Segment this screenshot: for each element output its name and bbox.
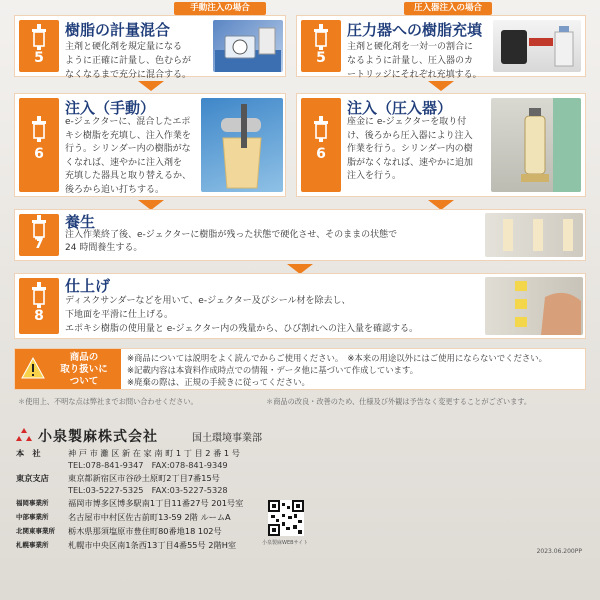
step-title: 養生 [65,213,96,231]
step-badge [19,20,59,72]
company-division: 国土環境事業部 [192,433,262,444]
step-number: 6 [34,146,44,162]
step-body: ディスクサンダーなどを用いて、e-ジェクター及びシール材を除去し、 下地面を平滑に仕上げる。 エポキシ樹脂の使用量と e-ジェクター内の残量から、ひび割れへの注入量を確認する。 [65,296,419,334]
office-label: 北関東事業所 [16,527,55,535]
manual-injection-tag: 手動注入の場合 [174,2,266,15]
office-label: 福岡事業所 [16,499,49,507]
flow-arrow [428,81,454,91]
office-label: 本 社 [16,448,41,458]
step-badge [301,98,341,192]
pressure-injection-tag: 圧入器注入の場合 [404,2,492,15]
handling-notice [14,348,586,390]
injector-icon [24,282,54,308]
step-title: 注入（圧入器） [347,99,453,117]
company-logo-icon [16,428,32,442]
step-number: 5 [34,50,44,66]
company-header [16,426,586,444]
photo-manual-mixing [201,98,283,192]
office-label: 中部事業所 [16,513,49,521]
step-badge [301,20,341,72]
qr-caption: 小泉製麻WEBサイト [262,540,309,546]
company-name: 小泉製麻株式会社 [38,429,158,445]
handling-notice-title: 商品の 取り扱いに ついて [60,352,108,387]
step-body: 注入作業終了後、e-ジェクターに樹脂が残った状態で硬化させ、そのままの状態で 24 時間養生する。 [65,230,398,253]
office-address: 栃木県那須塩原市豊住町80番地18 102号 [68,526,222,536]
office-address: 札幌市中央区南1条西13丁目4番55号 2階H室 [68,540,237,550]
photo-weighing-scale [213,20,283,72]
step-badge [19,214,59,256]
step-number: 6 [316,146,326,162]
office-address: 名古屋市中村区佐古前町13-59 2階 ルームA [68,512,231,522]
injector-icon [306,116,336,142]
step-body: 座金に e-ジェクターを取り付 け、後ろから圧入器により注入 作業を行う。シリンダー内の樹 脂がなくなれば、速やかに追加 注入を行う。 [347,117,474,181]
qr-code[interactable] [268,500,304,536]
step-card-curing [14,209,586,261]
office-address: 東京都新宿区市谷砂土原町2丁目7番15号 [68,473,220,483]
photo-finishing-wall [485,277,583,335]
step-body: e-ジェクターに、混合したエポ キシ樹脂を充填し、注入作業を 行う。シリンダー内の樹脂がな くなれば、速やかに注入剤を 充填した器具と取り替えるか、 後ろから追い打ちする。 [65,117,192,195]
disclaimer-right: ＊商品の改良・改善のため、仕様及び外観は予告なく変更することがございます。 [266,397,532,406]
step-card-manual-injection [14,93,286,197]
photo-injector-on-wall [491,98,581,192]
step-badge [19,98,59,192]
step-card-fill-cartridge [296,15,586,80]
step-badge [19,278,59,334]
flow-arrow [138,81,164,91]
document-code: 2023.06.200PP [536,548,582,555]
office-label: 東京支店 [16,473,49,483]
step-card-finishing [14,273,586,339]
disclaimer-left: ＊使用上、不明な点は弊社までお問い合わせください。 [18,397,198,406]
office-label: 札幌事業所 [16,541,49,549]
handling-notice-body: ※商品については説明をよく読んでからご使用ください。 ※本来の用途以外にはご使用にならないでください。 ※記載内容は本資料作成時点での情報・データ他に基づいて作成しています。 ※廃棄の際は、正規の手続きに従ってください。 [127,353,548,387]
step-number: 5 [316,50,326,66]
injector-icon [306,24,336,50]
office-address: 福岡市博多区博多駅南1丁目11番27号 201号室 [68,498,244,508]
step-card-pressure-injection [296,93,586,197]
handling-notice-label [15,349,121,389]
photo-curing-wall [485,213,583,257]
step-card-mix [14,15,286,80]
office-phone: TEL:078-841-9347 FAX:078-841-9349 [68,460,228,470]
step-number: 7 [34,236,44,252]
step-body: 主剤と硬化剤を規定量になる ように正確に計量し、色むらが なくなるまで充分に混合する。 [65,42,192,80]
office-phone: TEL:03-5227-5325 FAX:03-5227-5328 [68,485,228,495]
step-title: 圧力器への樹脂充填 [347,21,483,39]
office-address: 神 戸 市 灘 区 新 在 家 南 町 1 丁 目 2 番 1 号 [68,448,240,458]
step-title: 樹脂の計量混合 [65,21,171,39]
step-body: 主剤と硬化剤を一対一の割合に なるように計量し、圧入器のカ ートリッジにそれぞれ充填する。 [347,42,482,80]
step-number: 8 [34,308,44,324]
step-title: 仕上げ [65,277,111,295]
step-title: 注入（手動） [65,99,156,117]
injector-icon [24,116,54,142]
photo-pressure-injector [493,20,581,72]
injector-icon [24,24,54,50]
warning-icon [21,357,45,379]
